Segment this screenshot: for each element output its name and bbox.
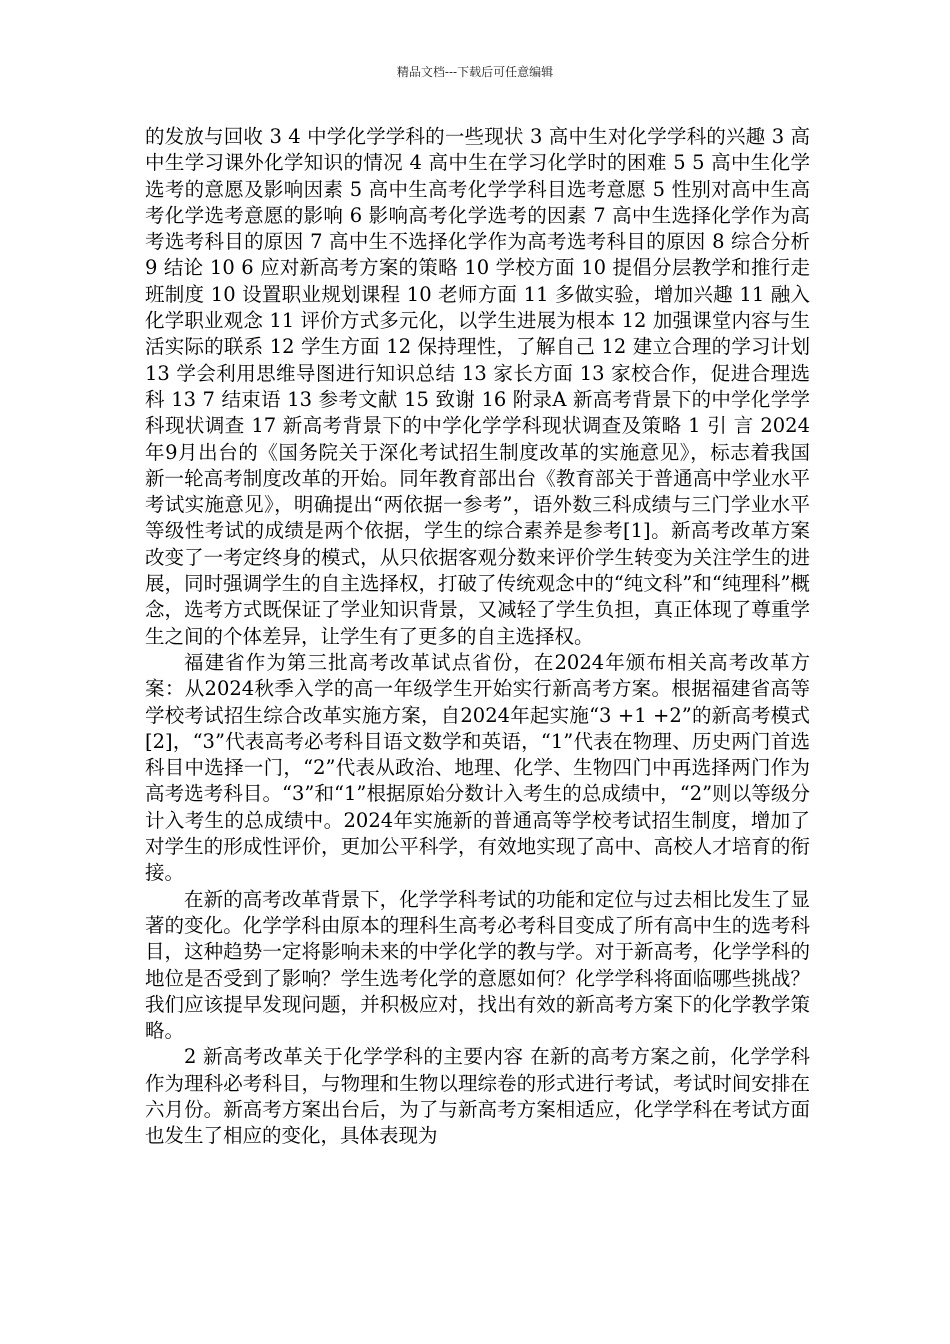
paragraph-chemistry-change: 在新的高考改革背景下，化学学科考试的功能和定位与过去相比发生了显著的变化。化学学科由原本的理科生高考必考科目变成了所有高中生的选考科目，这种趋势一定将影响未来的中学化学的教与学。对于新高考，化学学科的地位是否受到了影响？学生选考化学的意愿如何？化学学科将面临哪些挑战？我们应该提早发现问题，并积极应对，找出有效的新高考方案下的化学教学策略。 <box>145 887 810 1043</box>
body-text <box>145 124 810 1150</box>
paragraph-fujian-reform: 福建省作为第三批高考改革试点省份，在2024年颁布相关高考改革方案：从2024秋季入学的高一年级学生开始实行新高考方案。根据福建省高等学校考试招生综合改革实施方案，自2024年起实施“3 +1 +2”的新高考模式[2]，“3”代表高考必考科目语文数学和英语，“1”代表在物理、历史两门首选科目中选择一门，“2”代表从政治、地理、化学、生物四门中再选择两门作为高考选考科目。“3”和“1”根据原始分数计入考生的总成绩中，“2”则以等级分计入考生的总成绩中。2024年实施新的普通高等学校考试招生制度，增加了对学生的形成性评价，更加公平科学，有效地实现了高中、高校人才培育的衔接。 <box>145 650 810 885</box>
page-header: 精品文档---下载后可任意编辑 <box>396 65 554 79</box>
paragraph-table-of-contents-and-intro: 的发放与回收 3 4 中学化学学科的一些现状 3 高中生对化学学科的兴趣 3 高中生学习课外化学知识的情况 4 高中生在学习化学时的困难 5 5 高中生化学选考的意愿及影响因素 5 高中生高考化学学科目选考意愿 5 性别对高中生高考化学选考意愿的影响 6 影响高考化学选考的因素 7 高中生选择化学作为高考选考科目的原因 7 高中生不选择化学作为高考选考科目的原因 8 综合分析 9 结论 10 6 应对新高考方案的策略 10 学校方面 10 提倡分层教学和推行走班制度 10 设置职业规划课程 10 老师方面 11 多做实验，增加兴趣 11 融入化学职业观念 11 评价方式多元化，以学生进展为根本 12 加强课堂内容与生活实际的联系 12 学生方面 12 保持理性，了解自己 12 建立合理的学习计划 13 学会利用思维导图进行知识总结 13 家长方面 13 家校合作，促进合理选科 13 7 结束语 13 参考文献 15 致谢 16 附录A 新高考背景下的中学化学学科现状调查 17 新高考背景下的中学化学学科现状调查及策略 1 引 言 2024年9月出台的《国务院关于深化考试招生制度改革的实施意见》，标志着我国新一轮高考制度改革的开始。同年教育部出台《教育部关于普通高中学业水平考试实施意见》，明确提出“两依据一参考”，语外数三科成绩与三门学业水平等级性考试的成绩是两个依据，学生的综合素养是参考[1]。新高考改革方案改变了一考定终身的模式，从只依据客观分数来评价学生转变为关注学生的进展，同时强调学生的自主选择权，打破了传统观念中的“纯文科”和“纯理科”概念，选考方式既保证了学业知识背景，又减轻了学生负担，真正体现了尊重学生之间的个体差异，让学生有了更多的自主选择权。 <box>145 125 810 648</box>
paragraph-section-2: 2 新高考改革关于化学学科的主要内容 在新的高考方案之前，化学学科作为理科必考科目，与物理和生物以理综卷的形式进行考试，考试时间安排在六月份。新高考方案出台后，为了与新高考方案相适应，化学学科在考试方面也发生了相应的变化，具体表现为 <box>145 1045 810 1148</box>
